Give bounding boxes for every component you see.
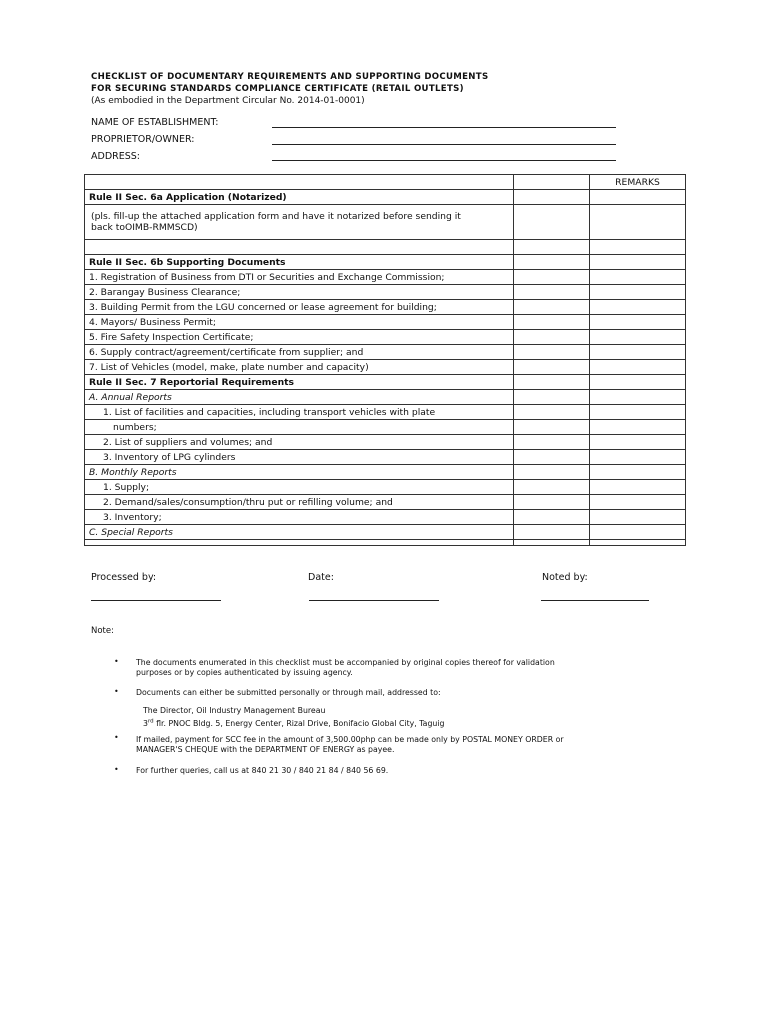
check-cell[interactable]: [514, 450, 590, 465]
note-text: The documents enumerated in this checklist must be accompanied by original copies thereof for validation: [136, 658, 555, 667]
instruction-text: back toOIMB-RMMSCD): [91, 222, 198, 233]
table-row: [85, 240, 686, 255]
table-row: [85, 480, 686, 495]
requirement-item: 6. Supply contract/agreement/certificate from supplier; and: [85, 345, 514, 360]
table-row: [85, 525, 686, 540]
check-cell[interactable]: [514, 525, 590, 540]
empty-cell: [85, 540, 514, 546]
empty-cell: [85, 240, 514, 255]
document-subtitle: (As embodied in the Department Circular No. 2014-01-0001): [91, 96, 365, 106]
address-line-2: [143, 719, 444, 728]
subsection-heading: C. Special Reports: [85, 525, 514, 540]
remarks-cell[interactable]: [590, 300, 686, 315]
remarks-cell[interactable]: [590, 465, 686, 480]
table-row: [85, 360, 686, 375]
address-line[interactable]: [272, 160, 616, 161]
table-row: [85, 315, 686, 330]
table-row: [85, 405, 686, 420]
establishment-line[interactable]: [272, 127, 616, 128]
check-cell[interactable]: [514, 360, 590, 375]
bullet-icon: •: [114, 733, 119, 742]
floor-number: 3: [143, 718, 148, 728]
check-cell[interactable]: [514, 540, 590, 546]
remarks-cell[interactable]: [590, 540, 686, 546]
processed-by-line[interactable]: [91, 600, 221, 601]
noted-by-label: Noted by:: [542, 572, 588, 583]
address-line-1: The Director, Oil Industry Management Bureau: [143, 706, 326, 715]
section-heading: Rule II Sec. 6b Supporting Documents: [85, 255, 514, 270]
report-item: 2. Demand/sales/consumption/thru put or refilling volume; and: [85, 495, 514, 510]
check-cell[interactable]: [514, 190, 590, 205]
date-label: Date:: [308, 572, 334, 583]
floor-suffix: rd: [147, 718, 154, 724]
bullet-icon: •: [114, 765, 119, 774]
remarks-cell[interactable]: [590, 480, 686, 495]
remarks-cell[interactable]: [590, 285, 686, 300]
proprietor-label: PROPRIETOR/OWNER:: [91, 134, 195, 145]
note-text: MANAGER'S CHEQUE with the DEPARTMENT OF ENERGY as payee.: [136, 745, 395, 754]
mailing-address: [143, 706, 683, 729]
check-cell[interactable]: [514, 435, 590, 450]
note-item: Documents can either be submitted personally or through mail, addressed to:: [136, 688, 441, 697]
report-item: 2. List of suppliers and volumes; and: [85, 435, 514, 450]
table-row: [85, 420, 686, 435]
check-cell[interactable]: [514, 375, 590, 390]
check-cell[interactable]: [514, 330, 590, 345]
report-item: 1. List of facilities and capacities, including transport vehicles with plate: [85, 405, 514, 420]
report-item: 3. Inventory;: [85, 510, 514, 525]
check-cell[interactable]: [514, 495, 590, 510]
requirement-item: 7. List of Vehicles (model, make, plate number and capacity): [85, 360, 514, 375]
remarks-cell[interactable]: [590, 345, 686, 360]
remarks-cell[interactable]: [590, 495, 686, 510]
check-cell[interactable]: [514, 205, 590, 240]
requirement-item: 4. Mayors/ Business Permit;: [85, 315, 514, 330]
table-row: [85, 330, 686, 345]
requirement-item: 3. Building Permit from the LGU concerned or lease agreement for building;: [85, 300, 514, 315]
section-heading: Rule II Sec. 6a Application (Notarized): [85, 190, 514, 205]
document-title-line2: FOR SECURING STANDARDS COMPLIANCE CERTIFICATE (RETAIL OUTLETS): [91, 84, 464, 94]
instruction-cell: [85, 205, 514, 240]
table-row: [85, 435, 686, 450]
remarks-cell[interactable]: [590, 420, 686, 435]
remarks-cell[interactable]: [590, 390, 686, 405]
remarks-cell[interactable]: [590, 240, 686, 255]
table-header-row: [85, 175, 686, 190]
bullet-icon: •: [114, 657, 119, 666]
table-row: [85, 495, 686, 510]
note-label: Note:: [91, 626, 114, 636]
note-item: For further queries, call us at 840 21 30 / 840 21 84 / 840 56 69.: [136, 766, 389, 775]
check-cell[interactable]: [514, 480, 590, 495]
noted-by-line[interactable]: [541, 600, 649, 601]
remarks-cell[interactable]: [590, 190, 686, 205]
requirement-item: 5. Fire Safety Inspection Certificate;: [85, 330, 514, 345]
section-heading: Rule II Sec. 7 Reportorial Requirements: [85, 375, 514, 390]
remarks-cell[interactable]: [590, 270, 686, 285]
table-row: [85, 465, 686, 480]
remarks-header: REMARKS: [590, 175, 686, 190]
table-row: [85, 345, 686, 360]
remarks-cell[interactable]: [590, 360, 686, 375]
remarks-cell[interactable]: [590, 510, 686, 525]
subsection-heading: B. Monthly Reports: [85, 465, 514, 480]
table-row: [85, 540, 686, 546]
remarks-cell[interactable]: [590, 330, 686, 345]
requirement-item: 2. Barangay Business Clearance;: [85, 285, 514, 300]
check-cell[interactable]: [514, 420, 590, 435]
table-row: [85, 450, 686, 465]
check-cell[interactable]: [514, 285, 590, 300]
check-cell[interactable]: [514, 510, 590, 525]
check-cell[interactable]: [514, 255, 590, 270]
address-label: ADDRESS:: [91, 151, 140, 162]
check-cell[interactable]: [514, 405, 590, 420]
processed-by-label: Processed by:: [91, 572, 157, 583]
table-row: [85, 205, 686, 240]
remarks-cell[interactable]: [590, 375, 686, 390]
document-title-line1: CHECKLIST OF DOCUMENTARY REQUIREMENTS AND SUPPORTING DOCUMENTS: [91, 72, 489, 82]
remarks-cell[interactable]: [590, 205, 686, 240]
requirements-table: [84, 174, 686, 546]
report-item-continued: numbers;: [85, 420, 514, 435]
table-row: [85, 300, 686, 315]
table-row: [85, 285, 686, 300]
note-item: [136, 658, 676, 678]
check-cell[interactable]: [514, 345, 590, 360]
check-cell[interactable]: [514, 465, 590, 480]
table-row: [85, 270, 686, 285]
report-item: 1. Supply;: [85, 480, 514, 495]
proprietor-line[interactable]: [272, 144, 616, 145]
remarks-cell[interactable]: [590, 450, 686, 465]
remarks-cell[interactable]: [590, 405, 686, 420]
remarks-cell[interactable]: [590, 315, 686, 330]
check-cell[interactable]: [514, 390, 590, 405]
table-row: [85, 510, 686, 525]
instruction-text: (pls. fill-up the attached application form and have it notarized before sending it: [91, 211, 461, 222]
note-text: If mailed, payment for SCC fee in the amount of 3,500.00php can be made only by POSTAL MONEY ORDER or: [136, 735, 564, 744]
table-row: [85, 375, 686, 390]
table-row: [85, 255, 686, 270]
remarks-cell[interactable]: [590, 525, 686, 540]
check-cell[interactable]: [514, 270, 590, 285]
table-row: [85, 390, 686, 405]
address-rest: flr. PNOC Bldg. 5, Energy Center, Rizal Drive, Bonifacio Global City, Taguig: [153, 718, 445, 728]
check-cell[interactable]: [514, 240, 590, 255]
table-cell: [85, 175, 514, 190]
remarks-cell[interactable]: [590, 255, 686, 270]
requirement-item: 1. Registration of Business from DTI or Securities and Exchange Commission;: [85, 270, 514, 285]
date-line[interactable]: [309, 600, 439, 601]
bullet-icon: •: [114, 687, 119, 696]
check-cell[interactable]: [514, 300, 590, 315]
check-cell[interactable]: [514, 315, 590, 330]
establishment-label: NAME OF ESTABLISHMENT:: [91, 117, 219, 128]
remarks-cell[interactable]: [590, 435, 686, 450]
subsection-heading: A. Annual Reports: [85, 390, 514, 405]
note-text: purposes or by copies authenticated by issuing agency.: [136, 668, 353, 677]
report-item: 3. Inventory of LPG cylinders: [85, 450, 514, 465]
table-row: [85, 190, 686, 205]
note-item: [136, 735, 676, 755]
table-cell: [514, 175, 590, 190]
